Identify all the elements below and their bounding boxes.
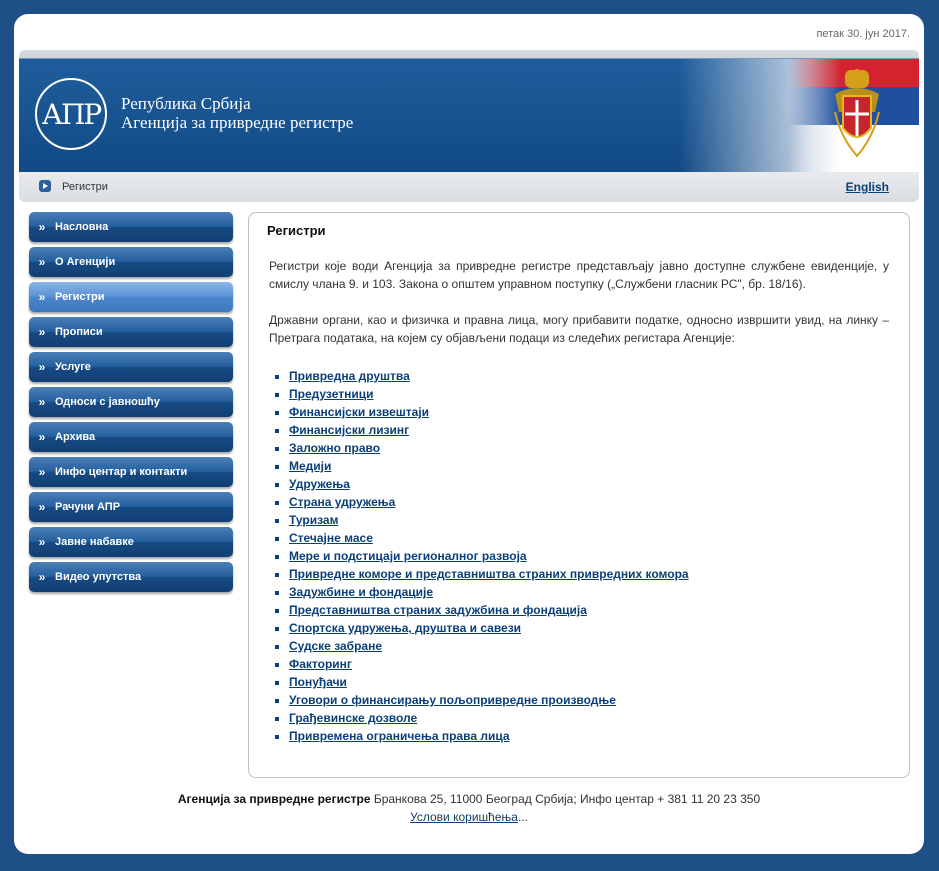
register-list-item <box>289 511 689 529</box>
sidebar-item[interactable] <box>29 422 233 452</box>
register-link[interactable]: Привремена ограничења права лица <box>289 729 510 743</box>
register-list-item <box>289 475 689 493</box>
register-list-item <box>289 673 689 691</box>
double-chevron-icon: » <box>38 360 46 374</box>
sidebar-menu <box>29 212 233 597</box>
current-date: петак 30. јун 2017. <box>816 28 910 40</box>
sidebar-item-label: Услуге <box>55 361 91 373</box>
sidebar-item-label: О Агенцији <box>55 256 116 268</box>
sidebar-item[interactable] <box>29 492 233 522</box>
play-bullet-icon <box>39 180 51 192</box>
register-list-item <box>289 727 689 745</box>
register-list-item <box>289 637 689 655</box>
register-link[interactable]: Уговори о финансирању пољопривредне производње <box>289 693 616 707</box>
register-link[interactable]: Представништва страних задужбина и фондација <box>289 603 587 617</box>
intro-paragraph: Регистри које води Агенција за привредне регистре представљају јавно доступне службене евиденције, у смислу члана 9. и 103. Закона о општем управном поступку („Службени гласник РС", бр. 18/16). <box>269 259 889 291</box>
sidebar-item[interactable] <box>29 562 233 592</box>
access-paragraph: Државни органи, као и физичка и правна лица, могу прибавити податке, односно извршити увид, на линку – Претрага података, на којем су објављени подаци из следећих регистара Агенције: <box>269 313 889 345</box>
apr-logo-text: АПР <box>41 97 101 131</box>
sidebar-item[interactable] <box>29 387 233 417</box>
sidebar-item-label: Регистри <box>55 291 105 303</box>
apr-logo[interactable] <box>35 78 107 150</box>
register-link[interactable]: Задужбине и фондације <box>289 585 434 599</box>
register-link[interactable]: Заложно право <box>289 441 381 455</box>
register-list-item <box>289 655 689 673</box>
page-title: Регистри <box>267 223 326 238</box>
sidebar-item[interactable] <box>29 282 233 312</box>
coat-of-arms-icon <box>831 68 883 162</box>
register-link[interactable]: Спортска удружења, друштва и савези <box>289 621 522 635</box>
sidebar-item-label: Видео упутства <box>55 571 142 583</box>
register-link[interactable]: Судске забране <box>289 639 383 653</box>
register-link[interactable]: Страна удружења <box>289 495 396 509</box>
footer-org-name: Агенција за привредне регистре <box>177 792 371 806</box>
register-link[interactable]: Туризам <box>289 513 339 527</box>
breadcrumb: Регистри <box>62 181 108 193</box>
sidebar-item-label: Насловна <box>55 221 109 233</box>
register-list-item <box>289 691 689 709</box>
register-link[interactable]: Грађевинске дозволе <box>289 711 418 725</box>
language-switch-link[interactable]: English <box>845 180 889 194</box>
register-list-item <box>289 619 689 637</box>
sidebar-item-label: Јавне набавке <box>55 536 134 548</box>
breadcrumb-bar <box>19 172 919 202</box>
register-link[interactable]: Предузетници <box>289 387 374 401</box>
footer-address: Бранкова 25, 11000 Београд Србија; Инфо центар + 381 11 20 23 350 <box>370 792 761 806</box>
sidebar-item[interactable] <box>29 247 233 277</box>
sidebar-item-label: Архива <box>55 431 96 443</box>
register-list-item <box>289 421 689 439</box>
register-list-item <box>289 367 689 385</box>
register-list-item <box>289 385 689 403</box>
double-chevron-icon: » <box>38 395 46 409</box>
main-content <box>248 212 910 778</box>
register-list-item <box>289 583 689 601</box>
register-link[interactable]: Привредна друштва <box>289 369 410 383</box>
sidebar-item-label: Прописи <box>55 326 103 338</box>
register-list-item <box>289 601 689 619</box>
register-list-item <box>289 403 689 421</box>
double-chevron-icon: » <box>38 500 46 514</box>
double-chevron-icon: » <box>38 535 46 549</box>
register-list-item <box>289 493 689 511</box>
register-list-item <box>289 709 689 727</box>
page-container <box>14 14 924 854</box>
sidebar-item[interactable] <box>29 352 233 382</box>
register-list-item <box>289 547 689 565</box>
banner-title-line1: Република Србија <box>121 94 251 113</box>
register-link[interactable]: Финансијски извештаји <box>289 405 430 419</box>
register-list-item <box>289 457 689 475</box>
register-link[interactable]: Факторинг <box>289 657 352 671</box>
sidebar-item-label: Рачуни АПР <box>55 501 121 513</box>
register-list-item <box>289 529 689 547</box>
register-list-item <box>289 439 689 457</box>
header-banner <box>19 50 919 172</box>
registers-list <box>269 367 689 745</box>
double-chevron-icon: » <box>38 325 46 339</box>
sidebar-item[interactable] <box>29 212 233 242</box>
register-link[interactable]: Удружења <box>289 477 350 491</box>
double-chevron-icon: » <box>38 465 46 479</box>
double-chevron-icon: » <box>38 570 46 584</box>
footer <box>14 790 924 826</box>
double-chevron-icon: » <box>38 290 46 304</box>
register-link[interactable]: Мере и подстицаји регионалног развоја <box>289 549 527 563</box>
sidebar-item-label: Односи с јавношћу <box>55 396 160 408</box>
sidebar-item[interactable] <box>29 317 233 347</box>
double-chevron-icon: » <box>38 255 46 269</box>
sidebar-item[interactable] <box>29 457 233 487</box>
register-list-item <box>289 565 689 583</box>
register-link[interactable]: Понуђачи <box>289 675 347 689</box>
register-link[interactable]: Медији <box>289 459 332 473</box>
banner-title-line2: Агенција за привредне регистре <box>121 113 354 132</box>
double-chevron-icon: » <box>38 430 46 444</box>
banner-title <box>121 94 353 132</box>
terms-suffix: ... <box>517 810 528 824</box>
register-link[interactable]: Стечајне масе <box>289 531 373 545</box>
double-chevron-icon: » <box>38 220 46 234</box>
terms-link[interactable]: Услови коришћења <box>410 810 518 824</box>
register-link[interactable]: Финансијски лизинг <box>289 423 410 437</box>
sidebar-item[interactable] <box>29 527 233 557</box>
register-link[interactable]: Привредне коморе и представништва страних привредних комора <box>289 567 689 581</box>
sidebar-item-label: Инфо центар и контакти <box>55 466 188 478</box>
